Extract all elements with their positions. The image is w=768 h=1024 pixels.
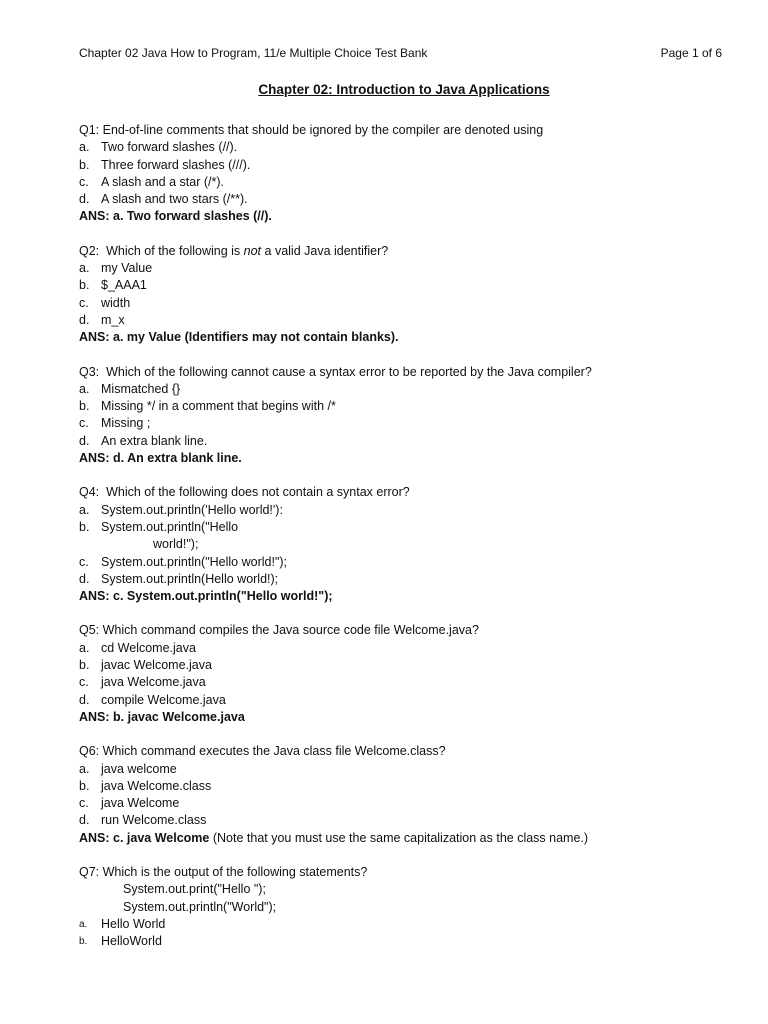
option-text: System.out.println("Hello world!"); [101, 554, 288, 569]
option-letter: a. [79, 761, 90, 776]
question-5 [79, 622, 729, 726]
option-b [79, 778, 729, 795]
option-text: System.out.println('Hello world!'): [101, 502, 283, 517]
page-header [79, 46, 722, 64]
option-letter: b. [79, 658, 90, 673]
answer-line [79, 588, 729, 605]
option-c [79, 674, 729, 691]
question-1 [79, 122, 729, 226]
question-prompt: Q4: Which of the following does not contain a syntax error? [79, 485, 410, 500]
answer-line [79, 329, 729, 346]
option-b [79, 933, 729, 950]
option-text: my Value [101, 261, 153, 276]
option-letter: c. [79, 554, 89, 569]
option-a [79, 916, 729, 933]
question-4 [79, 484, 729, 605]
option-letter: d. [79, 433, 90, 448]
option-letter: c. [79, 796, 89, 811]
option-a [79, 260, 729, 277]
question-7 [79, 864, 729, 950]
option-b [79, 657, 729, 674]
answer-line [79, 450, 729, 467]
option-text: javac Welcome.java [101, 658, 212, 673]
answer-text: ANS: b. javac Welcome.java [79, 709, 245, 724]
option-text: Three forward slashes (///). [101, 157, 251, 172]
code-line: System.out.print("Hello "); [123, 882, 266, 897]
option-b [79, 277, 729, 294]
option-a [79, 502, 729, 519]
option-text: java Welcome [101, 796, 180, 811]
option-letter: a. [79, 140, 90, 155]
option-text: compile Welcome.java [101, 692, 226, 707]
question-2 [79, 243, 729, 347]
question-prompt: Q7: Which is the output of the following statements? [79, 864, 368, 879]
answer-text: ANS: a. my Value (Identifiers may not contain blanks). [79, 330, 399, 345]
option-letter: b. [79, 278, 90, 293]
option-text: Missing ; [101, 416, 151, 431]
option-text: width [101, 295, 131, 310]
option-letter: a. [79, 381, 90, 396]
option-c [79, 295, 729, 312]
answer-line [79, 208, 729, 225]
option-d [79, 312, 729, 329]
question-3 [79, 364, 729, 468]
option-a [79, 139, 729, 156]
answer-text: ANS: c. java Welcome [79, 830, 210, 845]
option-text: java welcome [101, 761, 177, 776]
option-letter: b. [79, 936, 88, 948]
option-a [79, 761, 729, 778]
option-letter: d. [79, 312, 90, 327]
option-letter: a. [79, 261, 90, 276]
option-letter: c. [79, 675, 89, 690]
option-text: Mismatched {} [101, 381, 181, 396]
option-d [79, 812, 729, 829]
answer-line [79, 830, 729, 847]
answer-text: ANS: d. An extra blank line. [79, 451, 242, 466]
option-text: $_AAA1 [101, 278, 147, 293]
question-prompt: Q5: Which command compiles the Java source code file Welcome.java? [79, 623, 479, 638]
option-letter: c. [79, 174, 89, 189]
option-d [79, 571, 729, 588]
option-text: A slash and two stars (/**). [101, 192, 248, 207]
option-b [79, 398, 729, 415]
option-letter: b. [79, 778, 90, 793]
option-text: cd Welcome.java [101, 640, 196, 655]
option-text: An extra blank line. [101, 433, 208, 448]
chapter-title: Chapter 02: Introduction to Java Applications [258, 82, 550, 97]
option-d [79, 433, 729, 450]
option-a [79, 381, 729, 398]
option-text: java Welcome.class [101, 778, 212, 793]
option-text: m_x [101, 312, 125, 327]
question-prompt: Q1: End-of-line comments that should be ignored by the compiler are denoted using [79, 123, 544, 137]
option-letter: b. [79, 157, 90, 172]
option-c [79, 415, 729, 432]
question-prompt: Q6: Which command executes the Java class file Welcome.class? [79, 744, 446, 759]
option-text: run Welcome.class [101, 813, 207, 828]
answer-note: (Note that you must use the same capitalization as the class name.) [209, 830, 589, 845]
option-letter: a. [79, 502, 90, 517]
option-text: Two forward slashes (//). [101, 140, 238, 155]
option-text: System.out.println("Hello [101, 519, 239, 534]
option-text: A slash and a star (/*). [101, 174, 224, 189]
page-number: Page 1 of 6 [660, 46, 722, 60]
option-c [79, 795, 729, 812]
answer-line [79, 709, 729, 726]
option-c [79, 174, 729, 191]
option-letter: d. [79, 571, 90, 586]
option-d [79, 191, 729, 208]
header-title: Chapter 02 Java How to Program, 11/e Multiple Choice Test Bank [79, 46, 428, 60]
option-letter: d. [79, 813, 90, 828]
option-letter: a. [79, 918, 88, 930]
option-letter: d. [79, 192, 90, 207]
question-prompt: Q2: Which of the following is not a valid Java identifier? [79, 243, 389, 258]
option-c [79, 554, 729, 571]
question-6 [79, 743, 729, 847]
option-text: Hello World [101, 916, 166, 931]
option-b [79, 157, 729, 174]
option-letter: b. [79, 519, 90, 534]
option-text: Missing */ in a comment that begins with /* [101, 399, 336, 414]
option-a [79, 640, 729, 657]
option-text: System.out.println(Hello world!); [101, 571, 279, 586]
option-text: java Welcome.java [101, 675, 206, 690]
option-letter: a. [79, 640, 90, 655]
question-prompt: Q3: Which of the following cannot cause a syntax error to be reported by the Java compiler? [79, 364, 592, 379]
option-continuation: world!"); [153, 537, 199, 552]
option-text: HelloWorld [101, 934, 162, 949]
option-letter: c. [79, 416, 89, 431]
code-line: System.out.println("World"); [123, 899, 277, 914]
answer-text: ANS: a. Two forward slashes (//). [79, 209, 272, 224]
option-letter: c. [79, 295, 89, 310]
answer-text: ANS: c. System.out.println("Hello world!"); [79, 589, 333, 604]
question-list [79, 122, 729, 967]
option-letter: b. [79, 399, 90, 414]
option-b [79, 519, 729, 536]
option-letter: d. [79, 692, 90, 707]
option-d [79, 692, 729, 709]
